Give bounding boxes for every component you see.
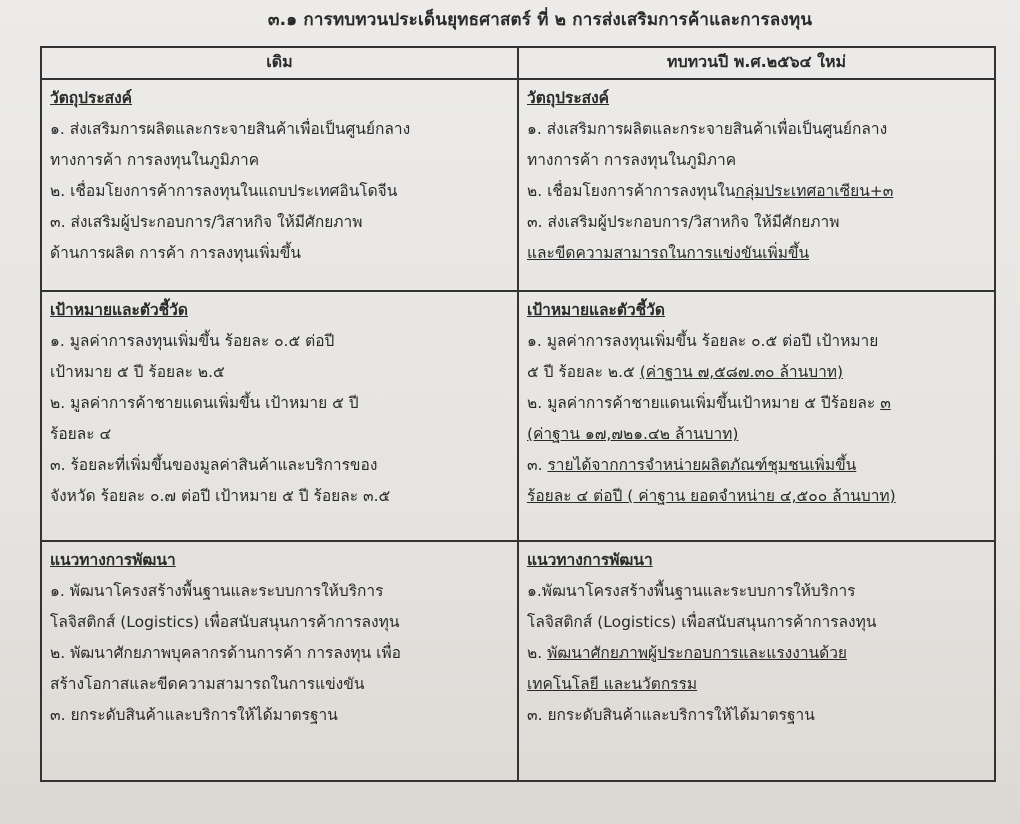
text-line: ทางการค้า การลงทุนในภูมิภาค bbox=[527, 151, 737, 169]
text-line: ๑. มูลค่าการลงทุนเพิ่มขึ้น ร้อยละ ๐.๕ ต่อปี เป้าหมาย bbox=[527, 332, 879, 350]
text-line: ๑. พัฒนาโครงสร้างพื้นฐานและระบบการให้บริการ bbox=[50, 582, 384, 600]
text-segment: ๒. เชื่อมโยงการค้าการลงทุนใน bbox=[527, 182, 736, 200]
revised-text: เทคโนโลยี และนวัตกรรม bbox=[527, 675, 698, 693]
text-line: ๓. ร้อยละที่เพิ่มขึ้นของมูลค่าสินค้าและบริการของ bbox=[50, 456, 378, 474]
section-title: วัตถุประสงค์ bbox=[527, 89, 610, 107]
section-title: แนวทางการพัฒนา bbox=[50, 551, 176, 569]
table-row-objectives bbox=[41, 79, 995, 291]
text-line bbox=[527, 388, 986, 419]
text-line: สร้างโอกาสและขีดความสามารถในการแข่งขัน bbox=[50, 675, 365, 693]
cell-targets-old bbox=[41, 291, 518, 541]
section-title: วัตถุประสงค์ bbox=[50, 89, 133, 107]
section-title: เป้าหมายและตัวชี้วัด bbox=[527, 301, 665, 319]
text-line: ๒. พัฒนาศักยภาพบุคลากรด้านการค้า การลงทุน เพื่อ bbox=[50, 644, 401, 662]
text-line: เป้าหมาย ๕ ปี ร้อยละ ๒.๕ bbox=[50, 363, 225, 381]
table-row-guidelines bbox=[41, 541, 995, 781]
text-segment: ๒. bbox=[527, 644, 548, 662]
text-line: โลจิสติกส์ (Logistics) เพื่อสนับสนุนการค้าการลงทุน bbox=[527, 613, 877, 631]
revised-text: และขีดความสามารถในการแข่งขันเพิ่มขึ้น bbox=[527, 244, 810, 262]
comparison-table bbox=[40, 46, 996, 782]
text-segment: ๒. มูลค่าการค้าชายแดนเพิ่มขึ้นเป้าหมาย ๕ ปีร้อยละ bbox=[527, 394, 881, 412]
text-line: ๒. เชื่อมโยงการค้าการลงทุนในแถบประเทศอินโดจีน bbox=[50, 182, 398, 200]
text-line bbox=[527, 638, 986, 669]
revised-text: (ค่าฐาน ๗,๕๘๗.๓๐ ล้านบาท) bbox=[639, 363, 844, 381]
text-line: ๑.พัฒนาโครงสร้างพื้นฐานและระบบการให้บริการ bbox=[527, 582, 856, 600]
cell-objectives-old bbox=[41, 79, 518, 291]
text-line: ๓. ยกระดับสินค้าและบริการให้ได้มาตรฐาน bbox=[50, 706, 338, 724]
text-line: ๓. ยกระดับสินค้าและบริการให้ได้มาตรฐาน bbox=[527, 706, 815, 724]
text-line: ๑. มูลค่าการลงทุนเพิ่มขึ้น ร้อยละ ๐.๕ ต่อปี bbox=[50, 332, 335, 350]
text-line: ๓. ส่งเสริมผู้ประกอบการ/วิสาหกิจ ให้มีศักยภาพ bbox=[527, 213, 840, 231]
page-heading: ๓.๑ การทบทวนประเด็นยุทธศาสตร์ ที่ ๒ การส่งเสริมการค้าและการลงทุน bbox=[267, 10, 813, 30]
text-line: ด้านการผลิต การค้า การลงทุนเพิ่มขึ้น bbox=[50, 244, 301, 262]
text-line: ทางการค้า การลงทุนในภูมิภาค bbox=[50, 151, 260, 169]
text-line bbox=[527, 176, 986, 207]
text-line: ๓. ส่งเสริมผู้ประกอบการ/วิสาหกิจ ให้มีศักยภาพ bbox=[50, 213, 363, 231]
revised-text: ๓ bbox=[880, 394, 891, 412]
column-header-old: เดิม bbox=[41, 47, 518, 79]
text-segment: ๓. bbox=[527, 456, 548, 474]
text-line: จังหวัด ร้อยละ ๐.๗ ต่อปี เป้าหมาย ๕ ปี ร้อยละ ๓.๕ bbox=[50, 487, 391, 505]
text-line: ร้อยละ ๔ bbox=[50, 425, 112, 443]
cell-guidelines-new bbox=[518, 541, 995, 781]
table-row-targets bbox=[41, 291, 995, 541]
revised-text: (ค่าฐาน ๑๗,๗๒๑.๔๒ ล้านบาท) bbox=[527, 425, 739, 443]
column-header-new: ทบทวนปี พ.ศ.๒๕๖๔ ใหม่ bbox=[518, 47, 995, 79]
text-line: โลจิสติกส์ (Logistics) เพื่อสนับสนุนการค้าการลงทุน bbox=[50, 613, 400, 631]
revised-text: ร้อยละ ๔ ต่อปี ( ค่าฐาน ยอดจำหน่าย ๔,๕๐๐ ล้านบาท) bbox=[527, 487, 896, 505]
section-title: เป้าหมายและตัวชี้วัด bbox=[50, 301, 188, 319]
section-title: แนวทางการพัฒนา bbox=[527, 551, 653, 569]
cell-objectives-new bbox=[518, 79, 995, 291]
table-header-row bbox=[41, 47, 995, 79]
cell-guidelines-old bbox=[41, 541, 518, 781]
text-segment: ๕ ปี ร้อยละ ๒.๕ bbox=[527, 363, 640, 381]
revised-text: รายได้จากการจำหน่ายผลิตภัณฑ์ชุมชนเพิ่มขึ้น bbox=[547, 456, 857, 474]
text-line: ๑. ส่งเสริมการผลิตและกระจายสินค้าเพื่อเป็นศูนย์กลาง bbox=[50, 120, 411, 138]
revised-text: พัฒนาศักยภาพผู้ประกอบการและแรงงานด้วย bbox=[547, 644, 847, 662]
text-line bbox=[527, 450, 986, 481]
cell-targets-new bbox=[518, 291, 995, 541]
text-line: ๑. ส่งเสริมการผลิตและกระจายสินค้าเพื่อเป็นศูนย์กลาง bbox=[527, 120, 888, 138]
text-line bbox=[527, 357, 986, 388]
text-line: ๒. มูลค่าการค้าชายแดนเพิ่มขึ้น เป้าหมาย ๕ ปี bbox=[50, 394, 359, 412]
revised-text: กลุ่มประเทศอาเซียน+๓ bbox=[735, 182, 894, 200]
